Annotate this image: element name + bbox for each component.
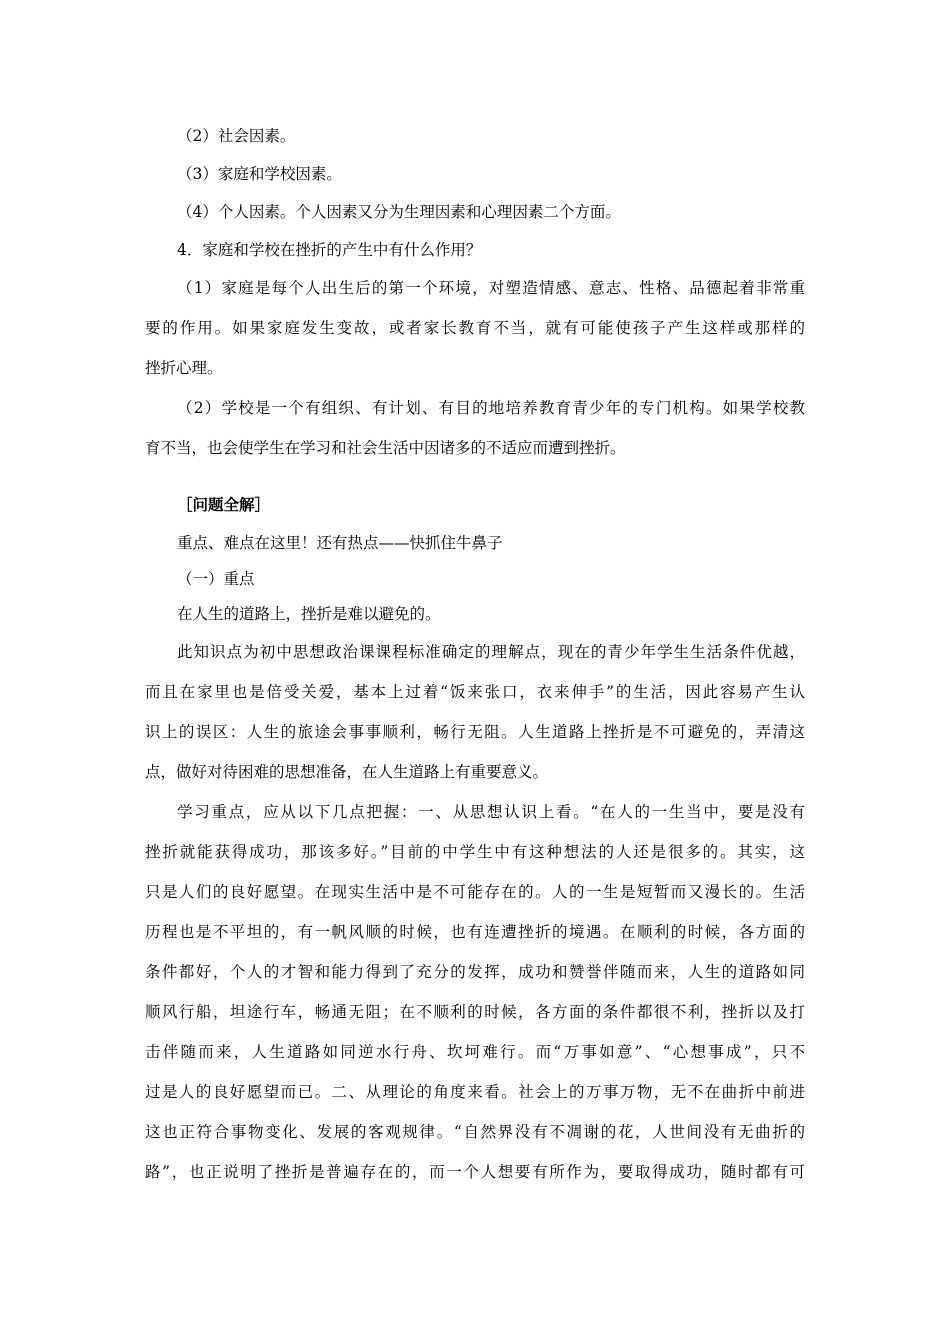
list-item-personal-factors: （4）个人因素。个人因素又分为生理因素和心理因素二个方面。 xyxy=(177,203,621,221)
list-item-social-factors: （2）社会因素。 xyxy=(177,127,296,145)
section-heading: ［问题全解］ xyxy=(177,495,271,514)
paragraph-line: 点，做好对待困难的思想准备，在人生道路上有重要意义。 xyxy=(145,763,549,781)
paragraph-line: 路”，也正说明了挫折是普遍存在的，而一个人想要有所作为，要取得成功，随时都有可 xyxy=(145,1163,805,1181)
key-point-title: （一）重点 xyxy=(177,570,255,588)
paragraph-line: 过是人的良好愿望而已。二、从理论的角度来看。社会上的万事万物，无不在曲折中前进 xyxy=(145,1083,805,1101)
paragraph-line: 而且在家里也是倍受关爱，基本上过着“饭来张口，衣来伸手”的生活，因此容易产生认 xyxy=(145,683,805,701)
question-heading: 4．家庭和学校在挫折的产生中有什么作用？ xyxy=(177,241,482,259)
key-point-statement: 在人生的道路上，挫折是难以避免的。 xyxy=(177,605,441,623)
paragraph-line: 击伴随而来，人生道路如同逆水行舟、坎坷难行。而“万事如意”、“心想事成”，只不 xyxy=(145,1043,805,1061)
list-item-family-school-factors: （3）家庭和学校因素。 xyxy=(177,165,342,183)
paragraph-line: 此知识点为初中思想政治课课程标准确定的理解点，现在的青少年学生生活条件优越， xyxy=(177,643,805,661)
paragraph-line: 历程也是不平坦的，有一帆风顺的时候，也有连遭挫折的境遇。在顺利的时候，各方面的 xyxy=(145,923,805,941)
answer-1-line: 挫折心理。 xyxy=(145,359,223,377)
paragraph-line: 学习重点，应从以下几点把握：一、从思想认识上看。“在人的一生当中，要是没有 xyxy=(177,803,805,821)
paragraph-line: 条件都好，个人的才智和能力得到了充分的发挥，成功和赞誉伴随而来，人生的道路如同 xyxy=(145,963,805,981)
answer-2-line: （2）学校是一个有组织、有计划、有目的地培养教育青少年的专门机构。如果学校教 xyxy=(177,399,805,417)
paragraph-line: 只是人们的良好愿望。在现实生活中是不可能存在的。人的一生是短暂而又漫长的。生活 xyxy=(145,883,805,901)
answer-1-line: （1）家庭是每个人出生后的第一个环境，对塑造情感、意志、性格、品德起着非常重 xyxy=(177,279,805,297)
paragraph-line: 这也正符合事物变化、发展的客观规律。“自然界没有不凋谢的花，人世间没有无曲折的 xyxy=(145,1123,805,1141)
paragraph-line: 顺风行船，坦途行车，畅通无阻；在不顺利的时候，各方面的条件都很不利，挫折以及打 xyxy=(145,1003,805,1021)
section-intro: 重点、难点在这里！还有热点——快抓住牛鼻子 xyxy=(177,534,503,552)
paragraph-line: 识上的误区：人生的旅途会事事顺利，畅行无阻。人生道路上挫折是不可避免的，弄清这 xyxy=(145,723,805,741)
answer-2-line: 育不当，也会使学生在学习和社会生活中因诸多的不适应而遭到挫折。 xyxy=(145,439,626,457)
answer-1-line: 要的作用。如果家庭发生变故，或者家长教育不当，就有可能使孩子产生这样或那样的 xyxy=(145,319,805,337)
paragraph-line: 挫折就能获得成功，那该多好。”目前的中学生中有这种想法的人还是很多的。其实，这 xyxy=(145,843,805,861)
